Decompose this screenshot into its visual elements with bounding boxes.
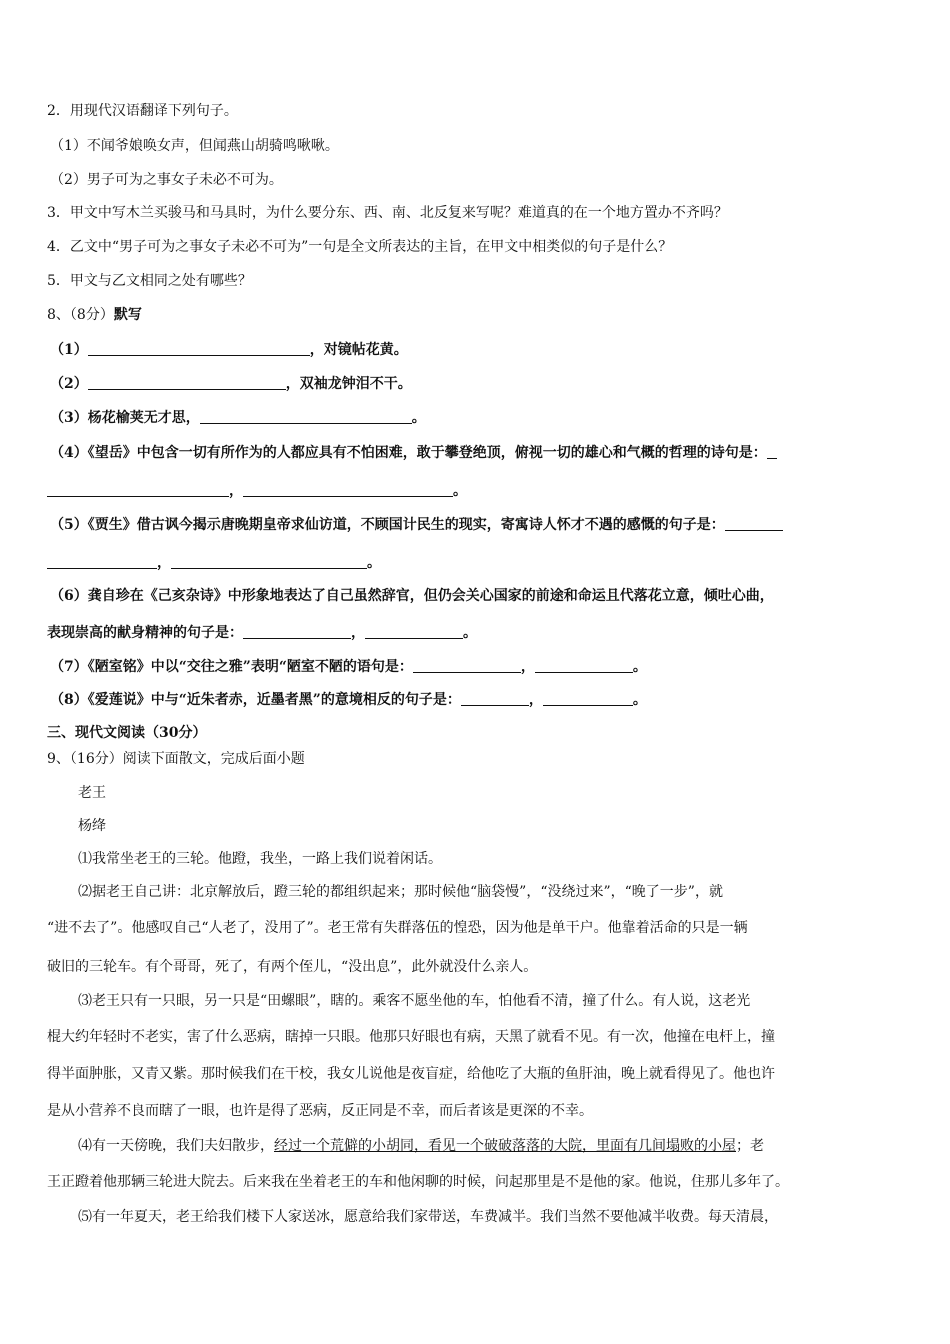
dictation-text: （3）杨花榆荚无才思， [50,410,200,426]
punctuation: ， [351,625,365,641]
punctuation: 。 [463,625,477,641]
question-9: 9、（16分）阅读下面散文，完成后面小题 [47,751,305,767]
question-3: 3．甲文中写木兰买骏马和马具时，为什么要分东、西、南、北反复来写呢？难道真的在一个地方置办不齐吗？ [47,205,728,221]
answer-blank[interactable] [47,482,229,497]
dictation-text: （7）《陋室铭》中以“交往之雅”表明“陋室不陋的语句是： [50,659,413,675]
dictation-label: （2） [50,376,88,392]
answer-blank[interactable] [725,516,783,531]
answer-blank[interactable] [171,554,367,569]
answer-blank[interactable] [243,482,453,497]
answer-blank[interactable] [88,341,310,356]
dictation-text: ，双袖龙钟泪不干。 [285,376,412,392]
punctuation: ， [520,659,535,675]
dictation-text: 表现崇高的献身精神的句子是： [47,625,243,641]
question-5: 5．甲文与乙文相同之处有哪些？ [47,273,252,289]
punctuation: ， [229,483,243,499]
dictation-text: （8）《爱莲说》中与“近朱者赤，近墨者黑”的意境相反的句子是： [50,692,461,708]
answer-blank[interactable] [543,691,633,706]
answer-blank[interactable] [365,624,463,639]
dictation-item-3 [50,408,426,428]
paragraph-2-line: 破旧的三轮车。有个哥哥，死了，有两个侄儿，“没出息”，此外就没什么亲人。 [47,959,538,975]
article-title: 老王 [78,785,106,801]
paragraph-text: ；老 [736,1138,764,1154]
punctuation: ， [157,555,171,571]
paragraph-text: ⑷有一天傍晚，我们夫妇散步， [78,1138,274,1154]
dictation-label: （1） [50,342,88,358]
paragraph-1: ⑴我常坐老王的三轮。他蹬，我坐，一路上我们说着闲话。 [78,851,442,867]
dictation-text: ，对镜帖花黄。 [309,342,408,358]
article-author: 杨绛 [78,818,106,834]
dictation-item-4-cont [47,481,467,501]
underlined-sentence: 经过一个荒僻的小胡同，看见一个破破落落的大院，里面有几间塌败的小屋 [274,1138,736,1154]
punctuation: 。 [367,555,381,571]
question-4: 4．乙文中“男子可为之事女子未必不可为”一句是全文所表达的主旨，在甲文中相类似的句子是什么？ [47,239,673,255]
answer-blank[interactable] [535,658,633,673]
answer-blank[interactable] [47,554,157,569]
dictation-item-8 [50,690,647,710]
dictation-item-6: （6）龚自珍在《己亥杂诗》中形象地表达了自己虽然辞官，但仍会关心国家的前途和命运且代落花立意，倾吐心曲， [50,588,774,604]
dictation-item-2 [50,374,412,394]
punctuation: 。 [632,692,647,708]
dictation-item-5 [50,515,783,535]
dictation-item-1 [50,340,408,360]
question-8-score: 8、（8分） [47,307,114,323]
paragraph-3-line: ⑶老王只有一只眼，另一只是“田螺眼”，瞎的。乘客不愿坐他的车，怕他看不清，撞了什么。有人说，这老光 [78,993,751,1009]
section-3-title: 三、现代文阅读（30分） [47,725,207,741]
punctuation: 。 [411,410,426,426]
paragraph-5-line: ⑸有一年夏天，老王给我们楼下人家送冰，愿意给我们家带送，车费减半。我们当然不要他减半收费。每天清晨， [78,1209,778,1225]
question-8-header [47,305,142,325]
question-2-item-1: （1）不闻爷娘唤女声，但闻燕山胡骑鸣啾啾。 [50,138,339,154]
answer-blank[interactable] [243,624,351,639]
paragraph-4-line [78,1136,764,1156]
punctuation: 。 [453,483,467,499]
paragraph-3-line: 棍大约年轻时不老实，害了什么恶病，瞎掉一只眼。他那只好眼也有病，天黑了就看不见。有一次，他撞在电杆上，撞 [47,1029,775,1045]
paragraph-4-line: 王正蹬着他那辆三轮进大院去。后来我在坐着老王的车和他闲聊的时候，问起那里是不是他的家。他说，住那儿多年了。 [47,1174,789,1190]
dictation-item-7 [50,657,647,677]
question-8-title: 默写 [113,307,142,323]
answer-blank[interactable] [88,375,286,390]
answer-blank[interactable] [461,691,529,706]
paragraph-2-line: “进不去了”。他感叹自己“人老了，没用了”。老王常有失群落伍的惶恐，因为他是单干户。他靠着活命的只是一辆 [47,920,748,936]
paragraph-2-line: ⑵据老王自己讲：北京解放后，蹬三轮的都组织起来；那时候他“脑袋慢”，“没绕过来”，“晚了一步”，就 [78,884,723,900]
question-2: 2．用现代汉语翻译下列句子。 [47,103,238,119]
dictation-text: （4）《望岳》中包含一切有所作为的人都应具有不怕困难，敢于攀登绝顶，俯视一切的雄心和气概的哲理的诗句是： [50,445,767,461]
answer-blank[interactable] [413,658,521,673]
punctuation: 。 [632,659,647,675]
dictation-item-5-cont [47,553,381,573]
dictation-text: （5）《贾生》借古讽今揭示唐晚期皇帝求仙访道，不顾国计民生的现实，寄寓诗人怀才不遇的感慨的句子是： [50,517,725,533]
paragraph-3-line: 得半面肿胀，又青又紫。那时候我们在干校，我女儿说他是夜盲症，给他吃了大瓶的鱼肝油，晚上就看得见了。他也许 [47,1066,775,1082]
answer-blank[interactable] [200,409,412,424]
dictation-item-4 [50,443,777,463]
paragraph-3-line: 是从小营养不良而瞎了一眼，也许是得了恶病，反正同是不幸，而后者该是更深的不幸。 [47,1103,593,1119]
dictation-item-6-cont [47,623,477,643]
punctuation: ， [528,692,543,708]
question-2-item-2: （2）男子可为之事女子未必不可为。 [50,172,283,188]
answer-blank[interactable] [767,444,777,459]
